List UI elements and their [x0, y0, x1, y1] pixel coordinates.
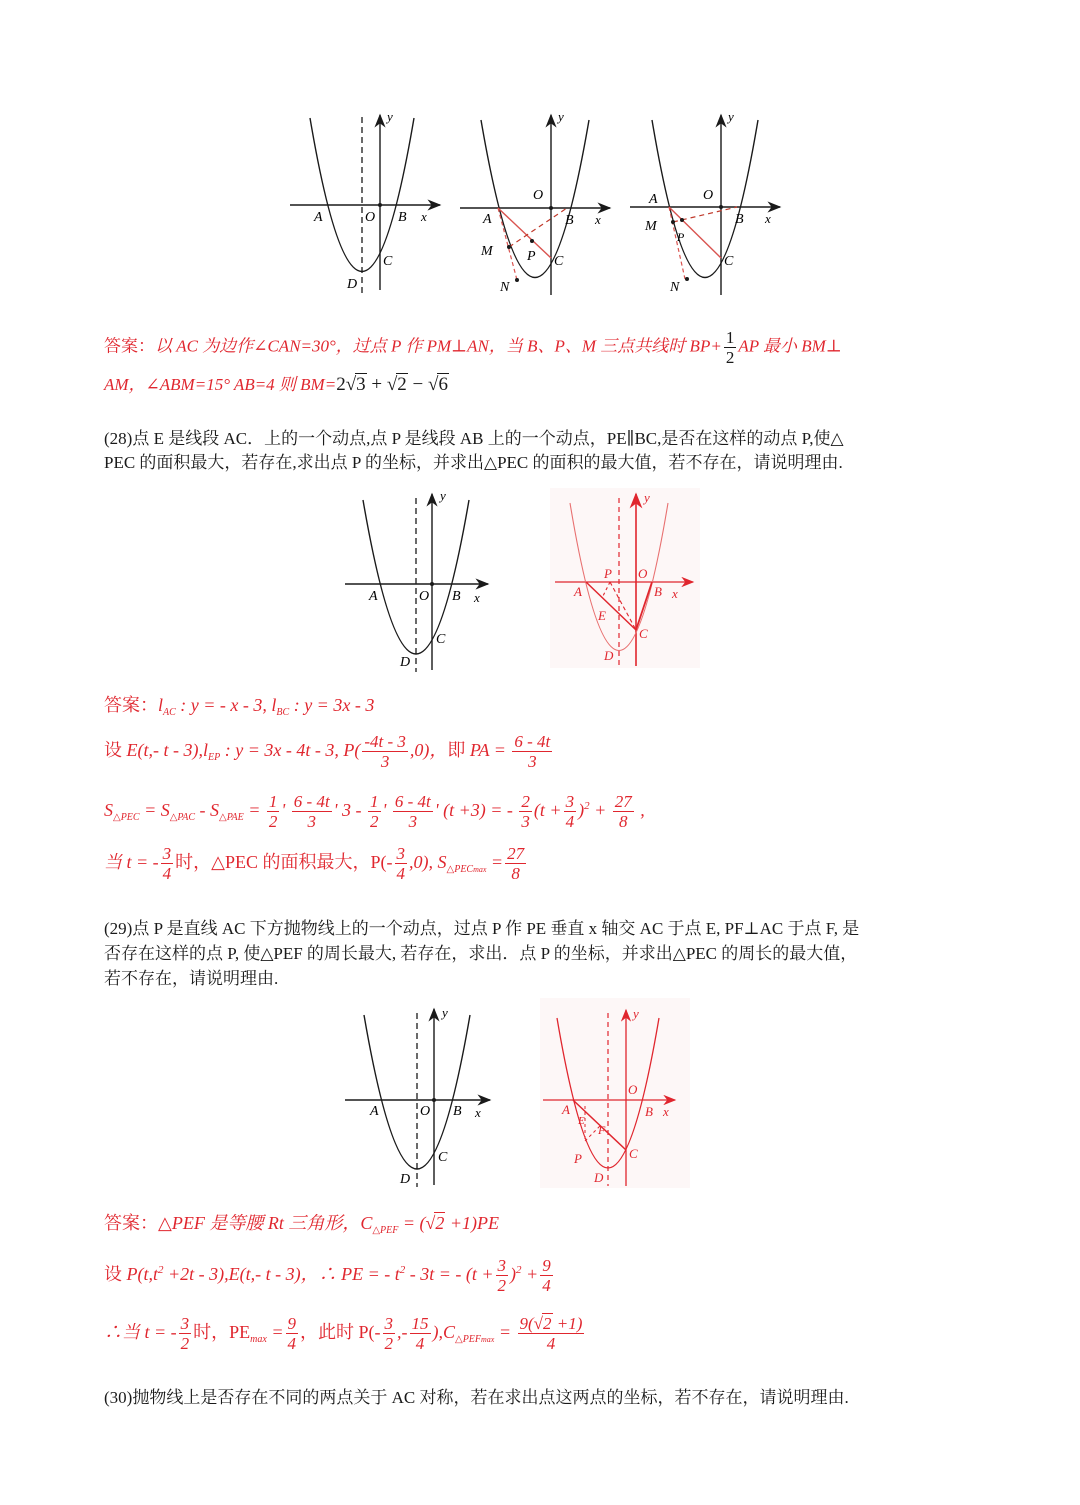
q28-answer-line4: 当 t = - $\frac{3}{4}$ 时，△PEC 的面积最大，P(- $\frac{3}{4}$ ,0), $S_{\triangle PECmax}$ = $\frac{27}{8}$	[104, 844, 525, 884]
answer-label: 答案：	[104, 695, 158, 715]
svg-text:B: B	[654, 584, 662, 599]
svg-text:M: M	[481, 244, 493, 259]
svg-text:B: B	[453, 1104, 462, 1119]
answer-text: AM，∠ABM=15° AB=4 则 BM=	[104, 375, 337, 394]
q29-question-line2	[104, 943, 857, 965]
question-text: PEC 的面积最大，若存在,求出点 P 的坐标，并求出△PEC 的面积的最大值，若不存在，请说明理由.	[104, 453, 843, 472]
svg-text:B: B	[565, 213, 574, 228]
question-text: 否存在这样的点 P, 使△PEF 的周长最大, 若存在，求出．点 P 的坐标，并求出△PEC 的周长的最大值，	[104, 944, 858, 963]
svg-text:B: B	[645, 1104, 653, 1119]
svg-text:x: x	[765, 211, 771, 226]
svg-text:E: E	[578, 1115, 585, 1127]
question-text: 点 P 是直线 AC 下方抛物线上的一个动点，过点 P 作 PE 垂直 x 轴交 AC 于点 E, PF⊥AC 于点 F, 是	[132, 919, 860, 938]
svg-text:x: x	[663, 1104, 669, 1119]
svg-text:y: y	[440, 488, 446, 503]
svg-text:B: B	[398, 210, 407, 225]
q28-answer-line2: 设 E(t,- t - $3),l_{EP}$ : y = 3x - 4t - 3, P( $\frac{-4t - 3}{3}$ ,0)，即 PA = $\frac{6 - 4t}{3}$	[104, 732, 551, 772]
svg-text:y: y	[558, 109, 564, 124]
svg-text:O: O	[533, 188, 544, 203]
svg-text:D: D	[400, 1172, 411, 1187]
svg-text:x: x	[595, 212, 601, 227]
q28-answer-line3: $S_{\triangle PEC} = S_{\triangle PAC} - S_{\triangle PAE}$ = $\frac{1}{2}$ ' $\frac{6 - 4t}{3}$ ' 3 - $\frac{1}{2}$ ' $\frac{6 - 4t}{3}$ ' (t +3) = - $\frac{2}{3}$ (t + $\frac{3}{4}$ )$^2$ + $\frac{27}{8}$ ,	[104, 792, 645, 832]
q28-figure-2	[550, 488, 700, 668]
svg-text:x: x	[672, 586, 678, 601]
q29-figure-2	[540, 998, 690, 1188]
svg-text:y: y	[644, 490, 650, 505]
svg-text:A: A	[314, 210, 323, 225]
question-text: 抛物线上是否存在不同的两点关于 AC 对称，若在求出点这两点的坐标，若不存在，请说明理由.	[132, 1388, 849, 1407]
svg-text:C: C	[436, 632, 446, 647]
bm-result: 2√3 + √2 − √6	[336, 374, 448, 395]
answer-label: 答案：	[104, 1213, 158, 1233]
q30-question	[104, 1387, 849, 1409]
svg-text:O: O	[638, 566, 648, 581]
q29-answer-line2: 设 $P(t,t^2 +2t - 3),E(t,-$ t - 3)，∴ PE = - $t^2 - 3t$ = - (t + $\frac{3}{2}$ )$^2$ + $\frac{9}{4}$	[104, 1256, 551, 1296]
question-number: (28)	[104, 429, 133, 448]
svg-text:O: O	[419, 589, 430, 604]
svg-text:E: E	[598, 608, 606, 623]
svg-text:O: O	[365, 210, 376, 225]
answer-label: 答案：	[104, 336, 155, 356]
svg-text:A: A	[369, 589, 378, 604]
svg-text:C: C	[629, 1146, 638, 1161]
svg-text:y: y	[442, 1005, 448, 1020]
svg-text:O: O	[703, 188, 714, 203]
svg-text:N: N	[500, 280, 510, 295]
q27-figure-3	[625, 105, 785, 300]
q29-answer-line1: 答案：△PEF 是等腰 Rt 三角形，$C_{\triangle PEF} = (√2 +1)PE$	[104, 1213, 500, 1236]
q28-answer-line1: 答案：$l_{AC}$ : y = - x - 3, $l_{BC}$ : y = 3x - 3	[104, 695, 375, 718]
svg-text:C: C	[724, 254, 734, 269]
svg-text:B: B	[735, 212, 744, 227]
q28-question-line1	[104, 428, 844, 450]
svg-text:A: A	[649, 192, 658, 207]
svg-text:D: D	[400, 655, 411, 670]
y-axis-label: y	[387, 109, 393, 124]
svg-text:C: C	[639, 626, 648, 641]
svg-text:A: A	[483, 212, 492, 227]
answer-text: 以 AC 为边作∠CAN=30°，过点 P 作 PM⊥AN，当 B、P、M 三点共线时 BP+	[155, 336, 722, 356]
answer-text: AP 最小 BM⊥	[738, 336, 842, 356]
svg-text:x: x	[421, 209, 427, 224]
question-text: 点 E 是线段 AC．上的一个动点,点 P 是线段 AB 上的一个动点，PE∥BC,是否在这样的动点 P,使△	[132, 429, 844, 448]
q27-figure-2	[455, 105, 615, 300]
svg-text:C: C	[383, 254, 393, 269]
q27-figure-1	[285, 105, 445, 295]
svg-text:N: N	[670, 280, 680, 295]
svg-text:F: F	[598, 1123, 606, 1137]
svg-text:D: D	[604, 648, 614, 663]
q29-answer-line3: ∴当 t = - $\frac{3}{2}$ 时，$PE_{max}$ = $\frac{9}{4}$ ，此时 P(- $\frac{3}{2}$ ,- $\frac{15}{4}$ )$,C_{\triangle PEFmax}$ = $\frac{9(√2 +1)}{4}$	[104, 1314, 583, 1354]
svg-text:P: P	[604, 566, 612, 581]
q29-figure-1	[340, 1003, 500, 1188]
q27-answer-line2	[104, 374, 449, 396]
svg-text:P: P	[574, 1151, 582, 1166]
q28-figure-1	[340, 488, 495, 673]
svg-text:A: A	[562, 1102, 570, 1117]
svg-text:A: A	[574, 584, 582, 599]
svg-text:M: M	[645, 219, 657, 234]
svg-text:C: C	[438, 1150, 448, 1165]
svg-text:O: O	[420, 1104, 431, 1119]
q29-question-line3	[104, 968, 278, 990]
question-number: (29)	[104, 919, 133, 938]
svg-text:D: D	[347, 277, 358, 292]
question-text: 若不存在，请说明理由.	[104, 969, 279, 988]
svg-text:P: P	[677, 230, 685, 244]
svg-text:y: y	[633, 1006, 639, 1021]
svg-text:x: x	[474, 590, 480, 605]
svg-text:C: C	[554, 254, 564, 269]
svg-text:x: x	[475, 1105, 481, 1120]
q28-question-line2	[104, 452, 843, 474]
svg-text:y: y	[728, 109, 734, 124]
q29-question-line1	[104, 918, 859, 940]
question-number: (30)	[104, 1388, 133, 1407]
q27-answer-line1	[104, 328, 842, 367]
svg-text:P: P	[527, 249, 536, 264]
svg-text:B: B	[452, 589, 461, 604]
svg-text:A: A	[370, 1104, 379, 1119]
svg-text:D: D	[594, 1170, 604, 1185]
fraction: $\frac{1}{2}$	[725, 328, 735, 367]
svg-text:O: O	[628, 1082, 638, 1097]
